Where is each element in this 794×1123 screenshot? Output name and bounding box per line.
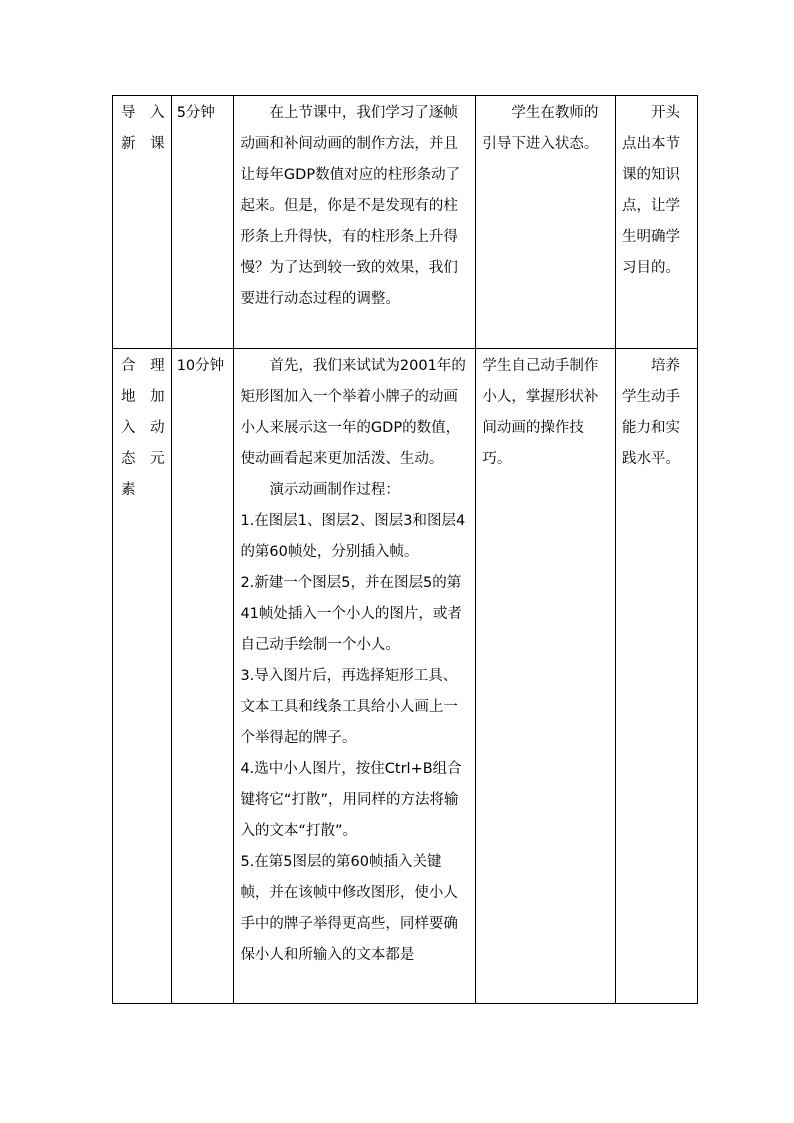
student-activity-cell: 学生在教师的引导下进入状态。 xyxy=(476,96,616,349)
design-intent-cell: 培养学生动手能力和实践水平。 xyxy=(615,349,697,1004)
stage-cell: 导 入 新课 xyxy=(113,96,172,349)
teacher-paragraph: 首先，我们来试试为2001年的矩形图加入一个举着小牌子的动画小人来展示这一年的GDP的数值，使动画看起来更加活泼、生动。 xyxy=(240,358,466,467)
teacher-step: 3.导入图片后，再选择矩形工具、文本工具和线条工具给小人画上一个举得起的牌子。 xyxy=(240,668,458,746)
stage-cell: 合 理 地 加 入 动 态 元 素 xyxy=(113,349,172,1004)
teacher-step: 5.在第5图层的第60帧插入关键帧，并在该帧中修改图形，使小人手中的牌子举得更高些，同样要确保小人和所输入的文本都是 xyxy=(240,854,458,963)
teacher-step: 1.在图层1、图层2、图层3和图层4的第60帧处，分别插入帧。 xyxy=(240,513,466,560)
time-cell: 10分钟 xyxy=(171,349,234,1004)
teacher-paragraph: 在上节课中，我们学习了逐帧动画和补间动画的制作方法，并且让每年GDP数值对应的柱形条动了起来。但是，你是不是发现有的柱形条上升得快，有的柱形条上升得慢？为了达到较一致的效果，我们要进行动态过程的调整。 xyxy=(240,105,461,307)
teacher-step: 2.新建一个图层5，并在图层5的第41帧处插入一个小人的图片，或者自己动手绘制一个小人。 xyxy=(240,575,462,653)
teacher-paragraph: 演示动画制作过程： xyxy=(269,482,400,498)
teacher-activity-cell xyxy=(234,349,476,1004)
table-row xyxy=(113,349,698,1004)
design-intent-cell: 开头点出本节课的知识点，让学生明确学习目的。 xyxy=(615,96,697,349)
teacher-step: 4.选中小人图片，按住Ctrl+B组合键将它“打散”，用同样的方法将输入的文本“打散”。 xyxy=(240,761,462,839)
teacher-activity-cell xyxy=(234,96,476,349)
student-activity-cell: 学生自己动手制作小人，掌握形状补间动画的操作技巧。 xyxy=(476,349,616,1004)
lesson-plan-table xyxy=(112,95,698,1004)
table-row xyxy=(113,96,698,349)
time-cell: 5分钟 xyxy=(171,96,234,349)
